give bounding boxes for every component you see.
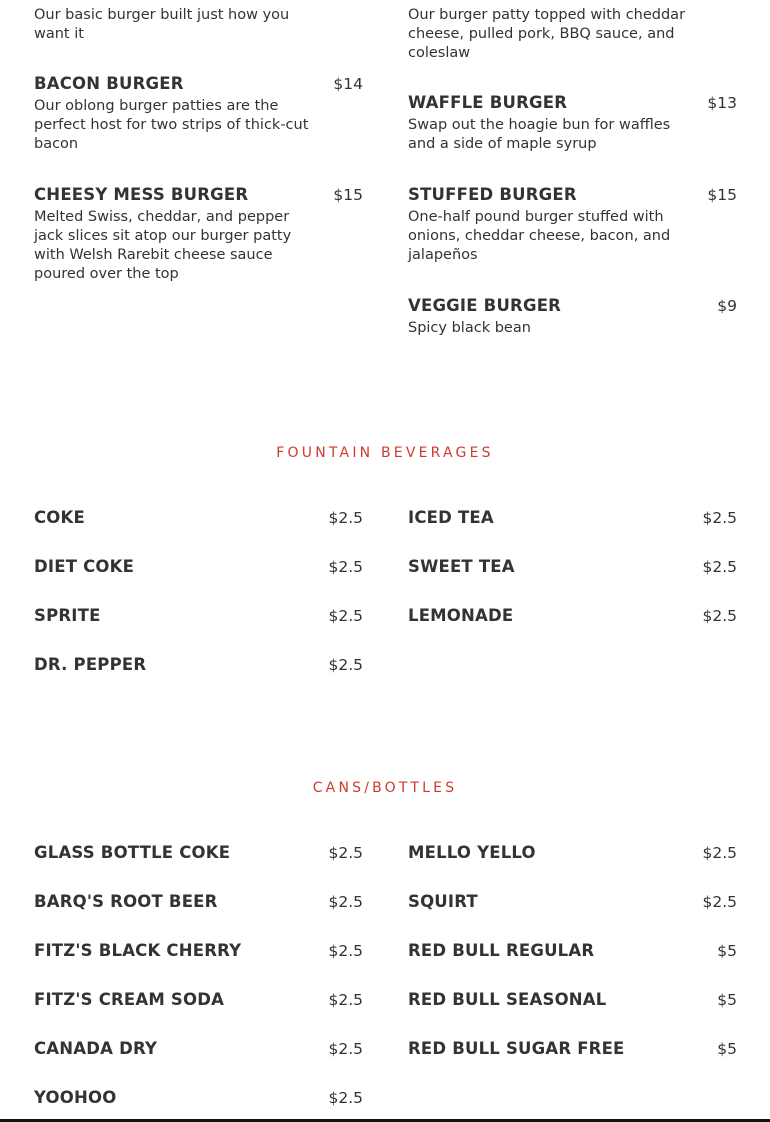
item-name: SWEET TEA <box>408 557 515 576</box>
menu-item <box>408 507 737 529</box>
item-price: $9 <box>717 297 737 315</box>
item-price: $5 <box>717 991 737 1009</box>
item-name: SPRITE <box>34 606 101 625</box>
menu-item <box>34 1038 363 1060</box>
item-name: COKE <box>34 508 85 527</box>
item-price: $2.5 <box>328 1040 363 1058</box>
menu-item <box>34 891 363 913</box>
menu-item <box>408 605 737 627</box>
item-description: Melted Swiss, cheddar, and pepper jack slices sit atop our burger patty with Welsh Rarebit cheese sauce poured over the top <box>34 209 292 282</box>
item-name: DIET COKE <box>34 557 135 576</box>
burger-item-bacon <box>34 73 363 154</box>
item-price: $2.5 <box>702 509 737 527</box>
item-price: $5 <box>717 942 737 960</box>
menu-item <box>34 940 363 962</box>
item-name: RED BULL REGULAR <box>408 941 595 960</box>
item-name: SQUIRT <box>408 892 478 911</box>
item-name: WAFFLE BURGER <box>408 93 568 112</box>
item-description: One-half pound burger stuffed with onions, cheddar cheese, bacon, and jalapeños <box>408 209 671 263</box>
item-description: Our basic burger built just how you want it <box>34 7 290 42</box>
menu-item <box>34 507 363 529</box>
menu-item <box>34 556 363 578</box>
item-name: GLASS BOTTLE COKE <box>34 843 231 862</box>
item-price: $15 <box>333 186 363 204</box>
item-name: ICED TEA <box>408 508 494 527</box>
item-price: $2.5 <box>328 558 363 576</box>
item-price: $2.5 <box>702 893 737 911</box>
item-price: $2.5 <box>328 509 363 527</box>
item-price: $2.5 <box>702 558 737 576</box>
burger-item-partial-left <box>34 6 363 44</box>
item-description: Spicy black bean <box>408 320 531 336</box>
item-price: $14 <box>333 75 363 93</box>
item-price: $2.5 <box>328 991 363 1009</box>
menu-item <box>34 989 363 1011</box>
section-title-cans: CANS/BOTTLES <box>312 780 458 796</box>
item-name: YOOHOO <box>34 1088 117 1107</box>
menu-item <box>408 940 737 962</box>
item-name: FITZ'S BLACK CHERRY <box>34 941 242 960</box>
item-name: STUFFED BURGER <box>408 185 577 204</box>
burger-item-partial-right <box>408 6 737 63</box>
item-name: RED BULL SUGAR FREE <box>408 1039 625 1058</box>
item-name: MELLO YELLO <box>408 843 536 862</box>
menu-item <box>408 1038 737 1060</box>
item-price: $2.5 <box>328 607 363 625</box>
section-title-fountain: FOUNTAIN BEVERAGES <box>276 445 494 461</box>
item-price: $15 <box>707 186 737 204</box>
item-price: $2.5 <box>328 893 363 911</box>
item-name: DR. PEPPER <box>34 655 147 674</box>
item-description: Swap out the hoagie bun for waffles and a side of maple syrup <box>408 117 671 152</box>
menu-item <box>408 556 737 578</box>
burger-item-veggie <box>408 295 737 338</box>
item-price: $2.5 <box>328 656 363 674</box>
item-name: BARQ'S ROOT BEER <box>34 892 218 911</box>
item-price: $2.5 <box>702 844 737 862</box>
item-name: VEGGIE BURGER <box>408 296 562 315</box>
item-price: $2.5 <box>328 844 363 862</box>
menu-item <box>34 605 363 627</box>
burger-item-waffle <box>408 92 737 154</box>
menu-item <box>34 842 363 864</box>
menu-item <box>408 891 737 913</box>
item-name: FITZ'S CREAM SODA <box>34 990 225 1009</box>
menu-item <box>34 1087 363 1109</box>
burger-item-stuffed <box>408 184 737 265</box>
menu-item <box>408 989 737 1011</box>
item-name: LEMONADE <box>408 606 514 625</box>
item-price: $2.5 <box>328 1089 363 1107</box>
item-name: CHEESY MESS BURGER <box>34 185 249 204</box>
item-price: $2.5 <box>702 607 737 625</box>
item-description: Our oblong burger patties are the perfect host for two strips of thick-cut bacon <box>34 98 309 152</box>
menu-item <box>408 842 737 864</box>
item-name: BACON BURGER <box>34 74 184 93</box>
item-description: Our burger patty topped with cheddar cheese, pulled pork, BBQ sauce, and coleslaw <box>408 7 686 61</box>
item-price: $13 <box>707 94 737 112</box>
menu-item <box>34 654 363 676</box>
item-name: RED BULL SEASONAL <box>408 990 607 1009</box>
item-name: CANADA DRY <box>34 1039 158 1058</box>
item-price: $5 <box>717 1040 737 1058</box>
item-price: $2.5 <box>328 942 363 960</box>
burger-item-cheesy-mess <box>34 184 363 284</box>
